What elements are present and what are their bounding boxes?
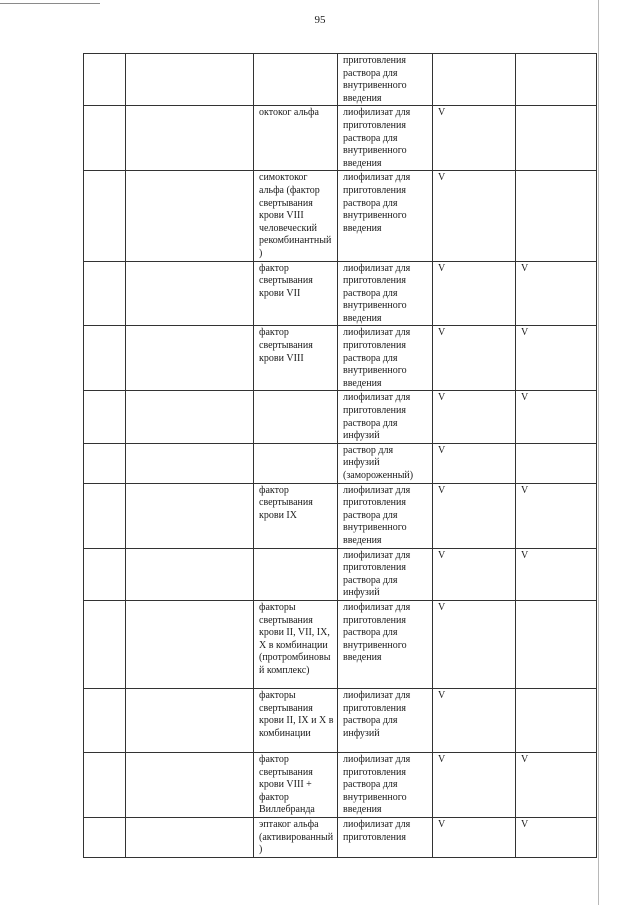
mark-cell-2: [516, 106, 597, 171]
table-row: [84, 106, 597, 171]
mark-cell-2: [516, 54, 597, 106]
mark-cell-1: V: [433, 326, 516, 391]
group-cell: [126, 171, 254, 261]
group-cell: [126, 548, 254, 600]
mark-cell-2: [516, 600, 597, 688]
table-row: [84, 171, 597, 261]
drug-name-cell: факторы свертывания крови II, VII, IX, X в комбинации (протромбиновый комплекс): [254, 600, 338, 688]
dosage-form-cell: лиофилизат для приготовления раствора для инфузий: [338, 548, 433, 600]
table-row: [84, 600, 597, 688]
code-cell: [84, 817, 126, 857]
dosage-form-cell: лиофилизат для приготовления раствора для внутривенного введения: [338, 600, 433, 688]
code-cell: [84, 326, 126, 391]
code-cell: [84, 54, 126, 106]
group-cell: [126, 326, 254, 391]
code-cell: [84, 483, 126, 548]
table-row: [84, 261, 597, 326]
table-row: [84, 326, 597, 391]
drug-name-cell: [254, 54, 338, 106]
mark-cell-2: [516, 443, 597, 483]
dosage-form-cell: лиофилизат для приготовления раствора для внутривенного введения: [338, 483, 433, 548]
code-cell: [84, 106, 126, 171]
table-row: [84, 443, 597, 483]
group-cell: [126, 483, 254, 548]
mark-cell-2: V: [516, 391, 597, 443]
code-cell: [84, 600, 126, 688]
drug-name-cell: [254, 443, 338, 483]
group-cell: [126, 443, 254, 483]
drug-name-cell: [254, 391, 338, 443]
drug-name-cell: симоктоког альфа (фактор свертывания крови VIII человеческий рекомбинантный): [254, 171, 338, 261]
dosage-form-cell: лиофилизат для приготовления раствора для внутривенного введения: [338, 106, 433, 171]
dosage-form-cell: раствор для инфузий (замороженный): [338, 443, 433, 483]
mark-cell-2: [516, 171, 597, 261]
mark-cell-2: V: [516, 326, 597, 391]
code-cell: [84, 261, 126, 326]
group-cell: [126, 391, 254, 443]
table-row: [84, 817, 597, 857]
code-cell: [84, 391, 126, 443]
group-cell: [126, 600, 254, 688]
mark-cell-1: V: [433, 548, 516, 600]
mark-cell-2: V: [516, 261, 597, 326]
drug-name-cell: фактор свертывания крови VIII: [254, 326, 338, 391]
group-cell: [126, 817, 254, 857]
table-row: [84, 54, 597, 106]
dosage-form-cell: лиофилизат для приготовления раствора для инфузий: [338, 391, 433, 443]
drug-name-cell: эптаког альфа (активированный): [254, 817, 338, 857]
group-cell: [126, 752, 254, 817]
table-row: [84, 752, 597, 817]
mark-cell-2: [516, 688, 597, 752]
dosage-form-cell: лиофилизат для приготовления: [338, 817, 433, 857]
drug-name-cell: факторы свертывания крови II, IX и X в комбинации: [254, 688, 338, 752]
dosage-form-cell: лиофилизат для приготовления раствора для внутривенного введения: [338, 261, 433, 326]
drug-table: [83, 53, 597, 858]
mark-cell-1: V: [433, 752, 516, 817]
table-row: [84, 688, 597, 752]
dosage-form-cell: приготовления раствора для внутривенного введения: [338, 54, 433, 106]
dosage-form-cell: лиофилизат для приготовления раствора для внутривенного введения: [338, 326, 433, 391]
group-cell: [126, 261, 254, 326]
drug-name-cell: фактор свертывания крови VII: [254, 261, 338, 326]
dosage-form-cell: лиофилизат для приготовления раствора для внутривенного введения: [338, 752, 433, 817]
mark-cell-1: V: [433, 261, 516, 326]
drug-name-cell: [254, 548, 338, 600]
code-cell: [84, 171, 126, 261]
scan-edge: [598, 0, 599, 905]
mark-cell-2: V: [516, 548, 597, 600]
mark-cell-2: V: [516, 752, 597, 817]
drug-name-cell: фактор свертывания крови IX: [254, 483, 338, 548]
mark-cell-1: [433, 54, 516, 106]
mark-cell-1: V: [433, 483, 516, 548]
mark-cell-1: V: [433, 171, 516, 261]
mark-cell-1: V: [433, 817, 516, 857]
group-cell: [126, 688, 254, 752]
table-row: [84, 548, 597, 600]
mark-cell-2: V: [516, 483, 597, 548]
mark-cell-1: V: [433, 391, 516, 443]
group-cell: [126, 106, 254, 171]
dosage-form-cell: лиофилизат для приготовления раствора для инфузий: [338, 688, 433, 752]
table-row: [84, 483, 597, 548]
mark-cell-1: V: [433, 106, 516, 171]
drug-name-cell: октоког альфа: [254, 106, 338, 171]
mark-cell-1: V: [433, 443, 516, 483]
drug-name-cell: фактор свертывания крови VIII + фактор Виллебранда: [254, 752, 338, 817]
code-cell: [84, 443, 126, 483]
scan-edge-top: [0, 3, 100, 4]
mark-cell-2: V: [516, 817, 597, 857]
mark-cell-1: V: [433, 600, 516, 688]
page-number: 95: [314, 14, 326, 26]
code-cell: [84, 752, 126, 817]
group-cell: [126, 54, 254, 106]
mark-cell-1: V: [433, 688, 516, 752]
code-cell: [84, 688, 126, 752]
table-row: [84, 391, 597, 443]
code-cell: [84, 548, 126, 600]
dosage-form-cell: лиофилизат для приготовления раствора для внутривенного введения: [338, 171, 433, 261]
